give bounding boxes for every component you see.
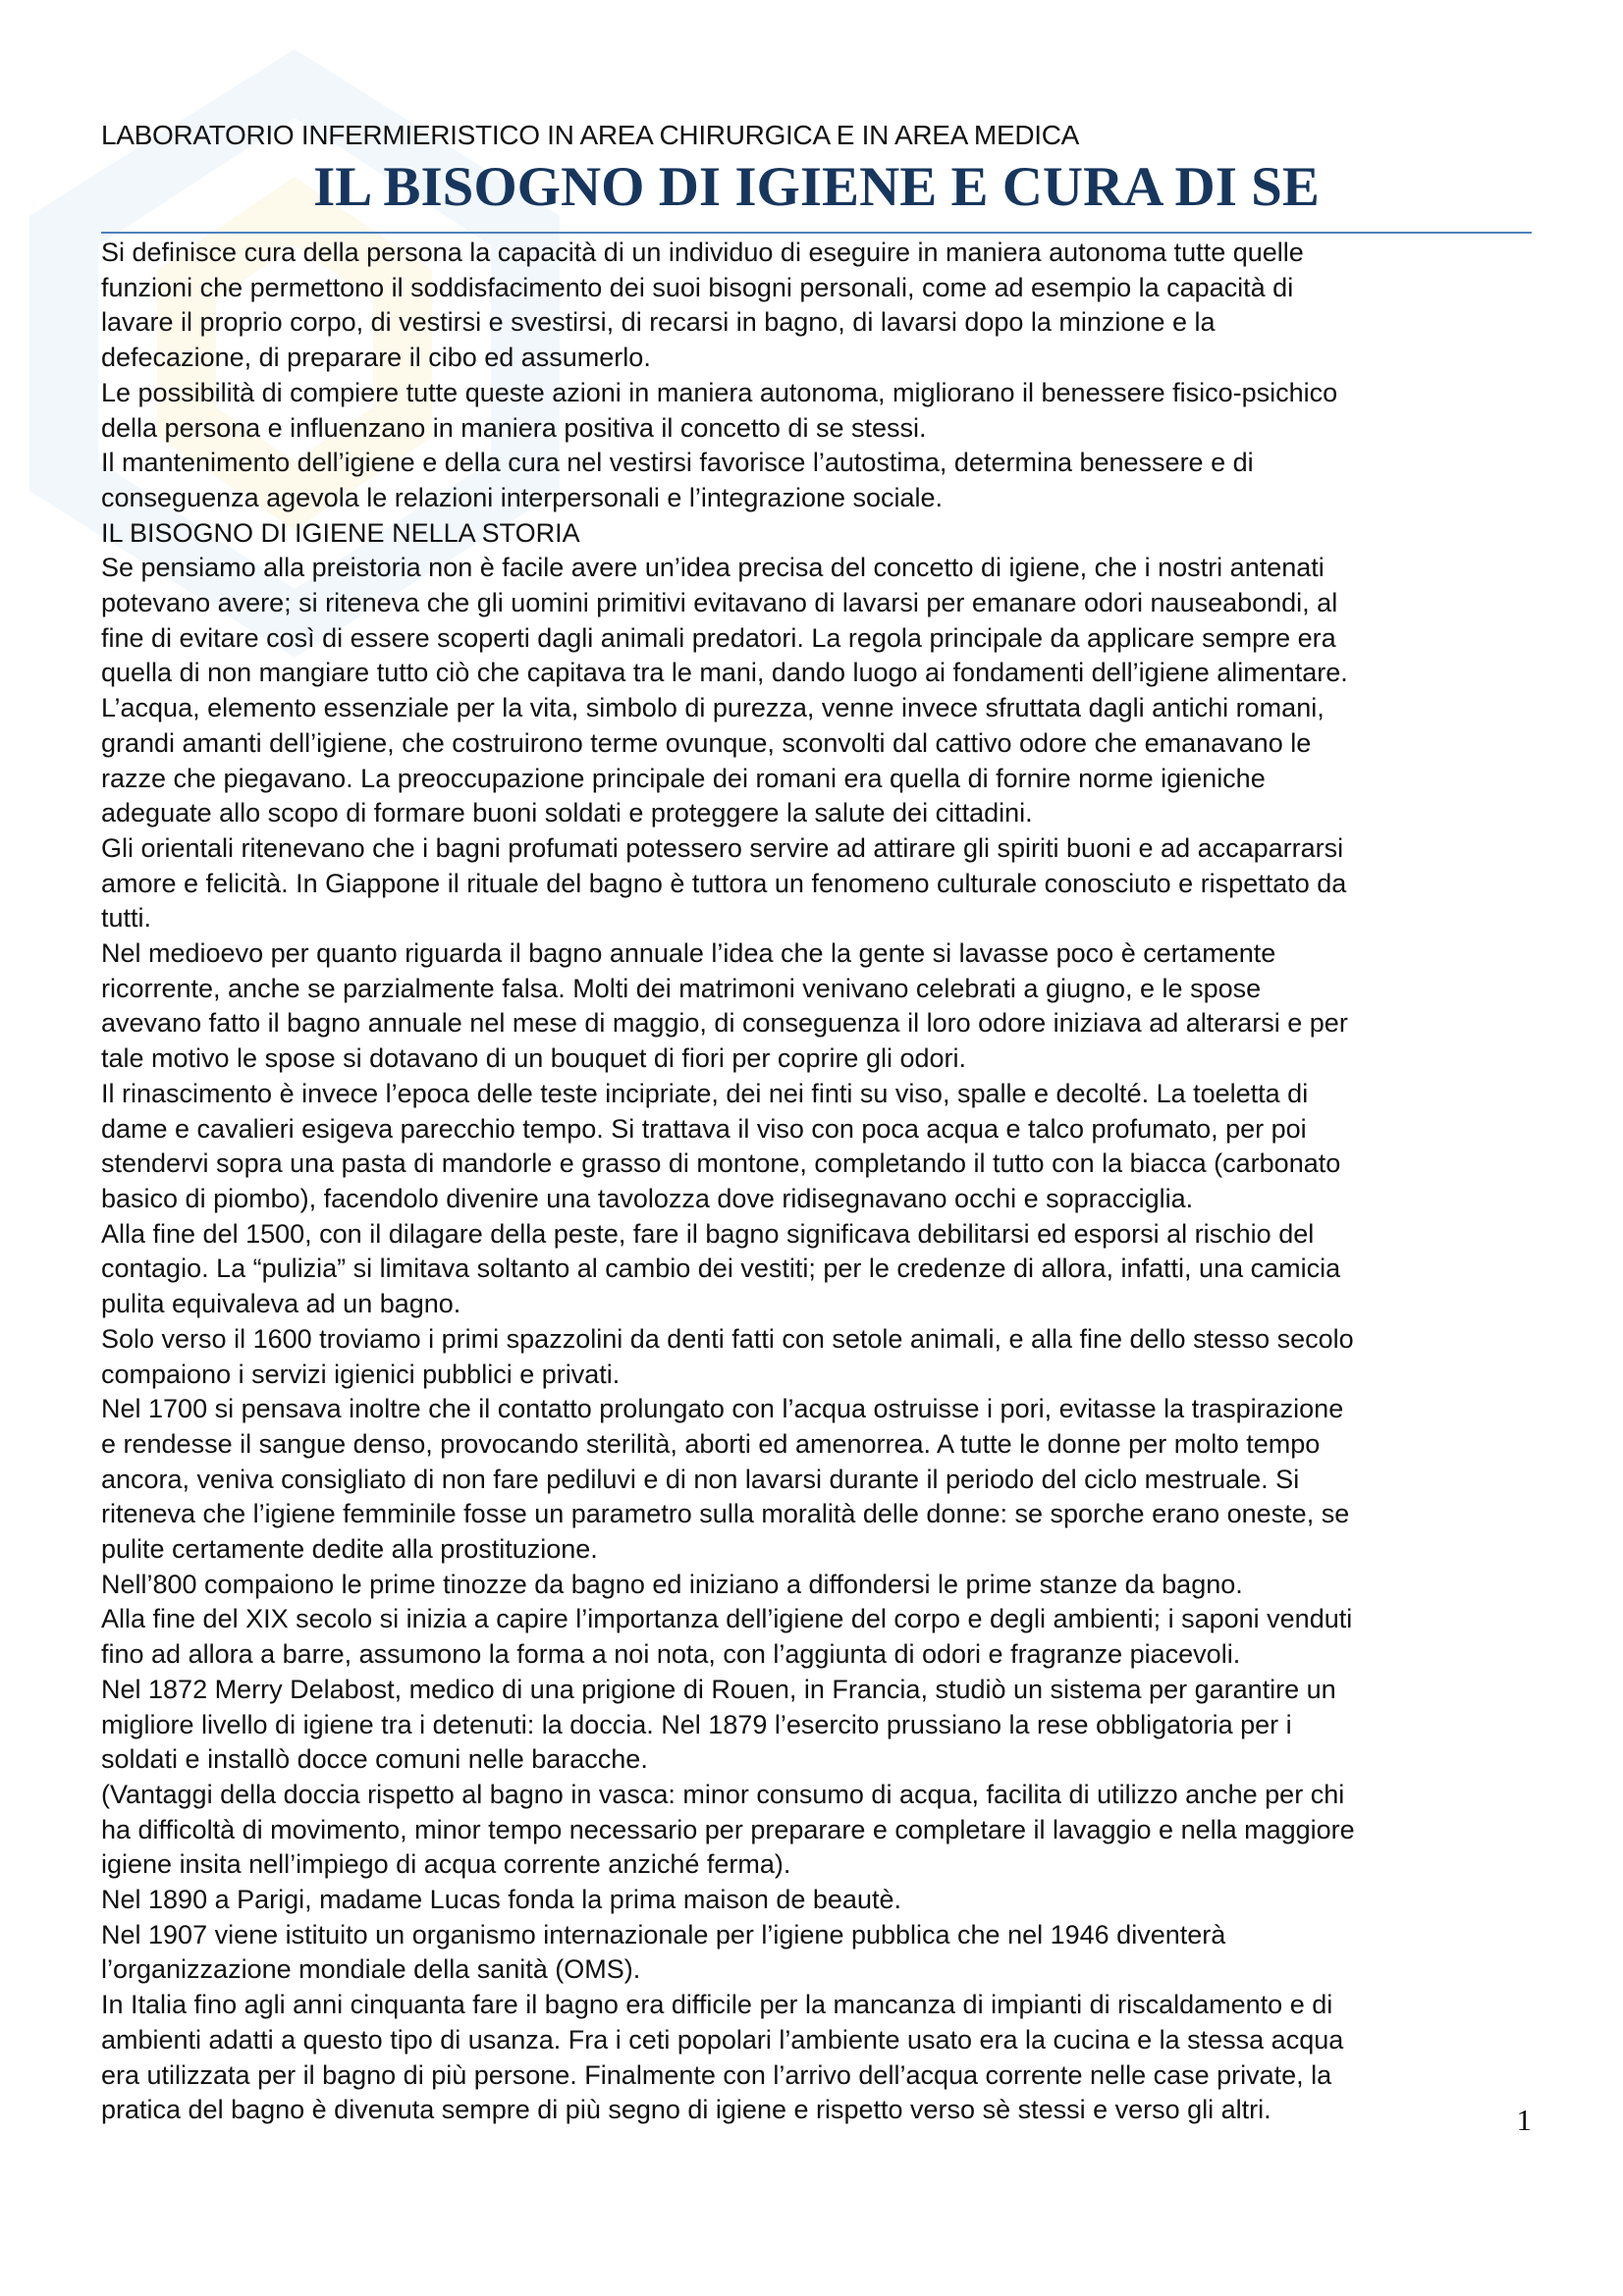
text-line: riteneva che l’igiene femminile fosse un parametro sulla moralità delle donne: se sporche erano oneste, se	[101, 1499, 1350, 1529]
text-line: funzioni che permettono il soddisfacimento dei suoi bisogni personali, come ad esempio la capacità di	[101, 272, 1294, 302]
text-line: adeguate allo scopo di formare buoni soldati e proteggere la salute dei cittadini.	[101, 798, 1033, 828]
text-line: grandi amanti dell’igiene, che costruirono terme ovunque, sconvolti dal cattivo odore che emanavano le	[101, 727, 1312, 758]
text-line: Nel 1700 si pensava inoltre che il contatto prolungato con l’acqua ostruisse i pori, evitasse la traspirazione	[101, 1394, 1344, 1424]
text-line: igiene insita nell’impiego di acqua corrente anziché ferma).	[101, 1849, 791, 1880]
text-line: fino ad allora a barre, assumono la forma a noi nota, con l’aggiunta di odori e fragranze piacevoli.	[101, 1639, 1241, 1670]
text-line: Se pensiamo alla preistoria non è facile avere un’idea precisa del concetto di igiene, che i nostri antenati	[101, 553, 1325, 583]
text-line: Il mantenimento dell’igiene e della cura nel vestirsi favorisce l’autostima, determina benessere e di	[101, 448, 1254, 478]
text-line: L’acqua, elemento essenziale per la vita, simbolo di purezza, venne invece sfruttata dagli antichi romani,	[101, 693, 1325, 723]
text-line: avevano fatto il bagno annuale nel mese di maggio, di conseguenza il loro odore iniziava ad alterarsi e per	[101, 1008, 1348, 1039]
text-line: Solo verso il 1600 troviamo i primi spazzolini da denti fatti con setole animali, e alla fine dello stesso secolo	[101, 1323, 1354, 1354]
text-line: (Vantaggi della doccia rispetto al bagno in vasca: minor consumo di acqua, facilita di utilizzo anche per chi	[101, 1779, 1345, 1809]
text-line: Gli orientali ritenevano che i bagni profumati potessero servire ad attirare gli spiriti buoni e ad accaparrarsi	[101, 832, 1344, 863]
text-line: basico di piombo), facendolo divenire una tavolozza dove ridisegnavano occhi e sopracciglia.	[101, 1183, 1194, 1213]
text-line: pulite certamente dedite alla prostituzione.	[101, 1534, 598, 1565]
text-line: quella di non mangiare tutto ciò che capitava tra le mani, dando luogo ai fondamenti dell’igiene alimentare.	[101, 658, 1348, 688]
text-line: Nell’800 compaiono le prime tinozze da bagno ed iniziano a diffondersi le prime stanze da bagno.	[101, 1569, 1243, 1599]
text-line: l’organizzazione mondiale della sanità (OMS).	[101, 1954, 641, 1985]
text-line: Si definisce cura della persona la capacità di un individuo di eseguire in maniera autonoma tutte quelle	[101, 238, 1304, 267]
text-line: Nel 1872 Merry Delabost, medico di una prigione di Rouen, in Francia, studiò un sistema per garantire un	[101, 1674, 1336, 1704]
text-line: dame e cavalieri esigeva parecchio tempo. Si trattava il viso con poca acqua e talco profumato, per poi	[101, 1113, 1307, 1144]
text-line: Le possibilità di compiere tutte queste azioni in maniera autonoma, migliorano il benessere fisico-psichico	[101, 377, 1338, 407]
page-title: IL BISOGNO DI IGIENE E CURA DI SE	[313, 156, 1320, 218]
course-header: LABORATORIO INFERMIERISTICO IN AREA CHIRURGICA E IN AREA MEDICA	[101, 120, 1080, 150]
text-line: defecazione, di preparare il cibo ed assumerlo.	[101, 343, 651, 373]
text-line: razze che piegavano. La preoccupazione principale dei romani era quella di fornire norme igieniche	[101, 763, 1266, 793]
text-line: lavare il proprio corpo, di vestirsi e svestirsi, di recarsi in bagno, di lavarsi dopo la minzione e la	[101, 307, 1216, 338]
text-line: era utilizzata per il bagno di più persone. Finalmente con l’arrivo dell’acqua corrente nelle case private, la	[101, 2059, 1332, 2090]
text-line: Nel 1890 a Parigi, madame Lucas fonda la prima maison de beautè.	[101, 1885, 901, 1915]
text-line: della persona e influenzano in maniera positiva il concetto di se stessi.	[101, 412, 927, 443]
text-line: Alla fine del 1500, con il dilagare della peste, fare il bagno significava debilitarsi ed esporsi al rischio del	[101, 1218, 1315, 1249]
text-line: ancora, veniva consigliato di non fare pediluvi e di non lavarsi durante il periodo del ciclo mestruale. Si	[101, 1464, 1300, 1494]
text-line: Nel 1907 viene istituito un organismo internazionale per l’igiene pubblica che nel 1946 diventerà	[101, 1919, 1226, 1949]
text-line: Il rinascimento è invece l’epoca delle teste incipriate, dei nei finti su viso, spalle e decolté. La toeletta di	[101, 1078, 1309, 1108]
body-text	[101, 236, 1532, 2128]
section-heading: IL BISOGNO DI IGIENE NELLA STORIA	[101, 517, 580, 548]
text-line: Alla fine del XIX secolo si inizia a capire l’importanza dell’igiene del corpo e degli ambienti; i saponi venduti	[101, 1604, 1353, 1634]
text-line: ha difficoltà di movimento, minor tempo necessario per preparare e completare il lavaggio e nella maggiore	[101, 1814, 1355, 1844]
text-line: pratica del bagno è divenuta sempre di più segno di igiene e rispetto verso sè stessi e verso gli altri.	[101, 2095, 1271, 2125]
text-line: e rendesse il sangue denso, provocando sterilità, aborti ed amenorrea. A tutte le donne per molto tempo	[101, 1428, 1321, 1459]
text-line: potevano avere; si riteneva che gli uomini primitivi evitavano di lavarsi per emanare odori nauseabondi, al	[101, 588, 1338, 618]
text-line: contagio. La “pulizia” si limitava soltanto al cambio dei vestiti; per le credenze di allora, infatti, una camicia	[101, 1254, 1341, 1284]
text-line: In Italia fino agli anni cinquanta fare il bagno era difficile per la mancanza di impianti di riscaldamento e di	[101, 1990, 1333, 2020]
text-line: ambienti adatti a questo tipo di usanza. Fra i ceti popolari l’ambiente usato era la cucina e la stessa acqua	[101, 2024, 1344, 2055]
text-line: compaiono i servizi igienici pubblici e privati.	[101, 1359, 621, 1389]
text-line: tale motivo le spose si dotavano di un bouquet di fiori per coprire gli odori.	[101, 1043, 967, 1074]
text-line: ricorrente, anche se parzialmente falsa. Molti dei matrimoni venivano celebrati a giugno, e le spose	[101, 973, 1262, 1003]
text-line: stendervi sopra una pasta di mandorle e grasso di montone, completando il tutto con la biacca (carbonato	[101, 1148, 1341, 1179]
text-line: Nel medioevo per quanto riguarda il bagno annuale l’idea che la gente si lavasse poco è certamente	[101, 938, 1276, 969]
text-line: amore e felicità. In Giappone il rituale del bagno è tuttora un fenomeno culturale conosciuto e rispettato da	[101, 868, 1347, 898]
text-line: fine di evitare così di essere scoperti dagli animali predatori. La regola principale da applicare sempre era	[101, 622, 1336, 653]
text-line: conseguenza agevola le relazioni interpersonali e l’integrazione sociale.	[101, 482, 944, 512]
page-number: 1	[1516, 2103, 1532, 2137]
text-line: soldati e installò docce comuni nelle baracche.	[101, 1744, 648, 1775]
text-line: migliore livello di igiene tra i detenuti: la doccia. Nel 1879 l’esercito prussiano la rese obbligatoria per i	[101, 1709, 1292, 1739]
text-line: tutti.	[101, 903, 152, 934]
text-line: pulita equivaleva ad un bagno.	[101, 1289, 461, 1319]
title-divider	[101, 232, 1532, 234]
